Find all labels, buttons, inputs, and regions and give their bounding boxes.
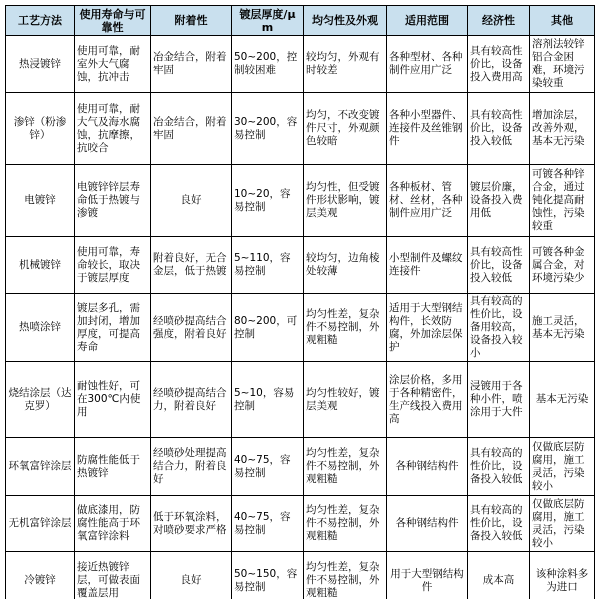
method-cell: 热喷涂锌 <box>6 294 75 362</box>
table-row <box>6 362 595 438</box>
thickness-cell: 30~200，容易控制 <box>232 93 304 165</box>
uniformity-cell: 均匀，不改变镀件尺寸，外观颜色较暗 <box>304 93 387 165</box>
table-row <box>6 165 595 237</box>
uniformity-cell: 均匀性差，复杂件不易控制，外观粗糙 <box>304 552 387 599</box>
table-row <box>6 552 595 599</box>
thickness-cell: 50~200，控制较困难 <box>232 36 304 93</box>
lifespan-cell: 使用可靠，耐大气及海水腐蚀，抗摩擦，抗咬合 <box>75 93 151 165</box>
header-cell-adhesion: 附着性 <box>151 6 232 36</box>
economy-cell: 具有较高性价比，设备投入较低 <box>468 237 530 294</box>
zinc-process-comparison-table <box>5 5 595 599</box>
header-cell-scope: 适用范围 <box>387 6 468 36</box>
other-cell: 仅做底层防腐用，施工灵活，污染较小 <box>530 438 595 496</box>
thickness-cell: 10~20，容易控制 <box>232 165 304 237</box>
method-cell: 电镀锌 <box>6 165 75 237</box>
thickness-cell: 40~75，容易控制 <box>232 496 304 552</box>
scope-cell: 涂层价格，多用于各种精密件，生产线投入费用高 <box>387 362 468 438</box>
economy-cell: 成本高 <box>468 552 530 599</box>
thickness-cell: 5~10，容易控制 <box>232 362 304 438</box>
economy-cell: 具有较高性价比，设备投入费用高 <box>468 36 530 93</box>
lifespan-cell: 电镀锌锌层寿命低于热镀与渗镀 <box>75 165 151 237</box>
scope-cell: 各种钢结构件 <box>387 496 468 552</box>
table-row <box>6 237 595 294</box>
other-cell: 该种涂料多为进口 <box>530 552 595 599</box>
table-row <box>6 36 595 93</box>
table-row <box>6 294 595 362</box>
other-cell: 施工灵活，基本无污染 <box>530 294 595 362</box>
adhesion-cell: 低于环氧涂料，对喷砂要求严格 <box>151 496 232 552</box>
adhesion-cell: 良好 <box>151 552 232 599</box>
thickness-cell: 50~150，容易控制 <box>232 552 304 599</box>
scope-cell: 用于大型钢结构件 <box>387 552 468 599</box>
adhesion-cell: 冶金结合，附着牢固 <box>151 93 232 165</box>
scope-cell: 各种板材、管材、丝材，各种制件应用广泛 <box>387 165 468 237</box>
thickness-cell: 5~110，容易控制 <box>232 237 304 294</box>
header-cell-thickness: 镀层厚度/μm <box>232 6 304 36</box>
adhesion-cell: 附着良好，无合金层，低于热镀 <box>151 237 232 294</box>
method-cell: 无机富锌涂层 <box>6 496 75 552</box>
adhesion-cell: 经喷砂提高结合强度，附着良好 <box>151 294 232 362</box>
scope-cell: 各种钢结构件 <box>387 438 468 496</box>
economy-cell: 具有较高的性价比，设备用较高，设备投入较小 <box>468 294 530 362</box>
header-cell-lifespan: 使用寿命与可靠性 <box>75 6 151 36</box>
uniformity-cell: 较均匀，外观有时较差 <box>304 36 387 93</box>
economy-cell: 镀层价廉，设备投入费用低 <box>468 165 530 237</box>
other-cell: 基本无污染 <box>530 362 595 438</box>
economy-cell: 具有较高的性价比，设备投入较低 <box>468 438 530 496</box>
header-cell-other: 其他 <box>530 6 595 36</box>
lifespan-cell: 镀层多孔，需加封闭，增加厚度，可提高寿命 <box>75 294 151 362</box>
table-row <box>6 496 595 552</box>
other-cell: 溶剂法较锌铝合金困难，环境污染较重 <box>530 36 595 93</box>
method-cell: 冷镀锌 <box>6 552 75 599</box>
uniformity-cell: 均匀性差，复杂件不易控制，外观粗糙 <box>304 496 387 552</box>
uniformity-cell: 均匀性，但受镀件形状影响，镀层美观 <box>304 165 387 237</box>
economy-cell: 具有较高的性价比，设备投入较低 <box>468 496 530 552</box>
scope-cell: 适用于大型钢结构件，长效防腐，外加涂层保护 <box>387 294 468 362</box>
lifespan-cell: 使用可靠，耐室外大气腐蚀，抗冲击 <box>75 36 151 93</box>
uniformity-cell: 均匀性较好，镀层美观 <box>304 362 387 438</box>
other-cell: 可镀各种锌合金，通过钝化提高耐蚀性，污染较重 <box>530 165 595 237</box>
economy-cell: 浸镀用于各种小件，喷涂用于大件 <box>468 362 530 438</box>
header-cell-economy: 经济性 <box>468 6 530 36</box>
lifespan-cell: 做底漆用，防腐性能高于环氧富锌涂料 <box>75 496 151 552</box>
scope-cell: 各种型材、各种制件应用广泛 <box>387 36 468 93</box>
other-cell: 可镀各种金属合金，对环境污染少 <box>530 237 595 294</box>
other-cell: 增加涂层，改善外观，基本无污染 <box>530 93 595 165</box>
method-cell: 环氧富锌涂层 <box>6 438 75 496</box>
uniformity-cell: 较均匀，边角棱处较薄 <box>304 237 387 294</box>
header-row <box>6 6 595 36</box>
thickness-cell: 80~200，可控制 <box>232 294 304 362</box>
economy-cell: 具有较高性价比，设备投入较低 <box>468 93 530 165</box>
other-cell: 仅做底层防腐用，施工灵活，污染较小 <box>530 496 595 552</box>
uniformity-cell: 均匀性差，复杂件不易控制，外观粗糙 <box>304 438 387 496</box>
method-cell: 烧结涂层（达克罗） <box>6 362 75 438</box>
adhesion-cell: 良好 <box>151 165 232 237</box>
table-row <box>6 438 595 496</box>
lifespan-cell: 接近热镀锌层，可做表面覆盖层用 <box>75 552 151 599</box>
lifespan-cell: 耐蚀性好，可在300℃内使用 <box>75 362 151 438</box>
scope-cell: 各种小型器件、连接件及丝锥钢件 <box>387 93 468 165</box>
scope-cell: 小型制件及螺纹连接件 <box>387 237 468 294</box>
table-row <box>6 93 595 165</box>
header-cell-method: 工艺方法 <box>6 6 75 36</box>
adhesion-cell: 经喷砂处理提高结合力，附着良好 <box>151 438 232 496</box>
method-cell: 机械镀锌 <box>6 237 75 294</box>
lifespan-cell: 使用可靠，寿命较长，取决于镀层厚度 <box>75 237 151 294</box>
adhesion-cell: 经喷砂提高结合力，附着良好 <box>151 362 232 438</box>
method-cell: 渗锌（粉渗锌） <box>6 93 75 165</box>
lifespan-cell: 防腐性能低于热镀锌 <box>75 438 151 496</box>
header-cell-uniformity: 均匀性及外观 <box>304 6 387 36</box>
adhesion-cell: 冶金结合，附着牢固 <box>151 36 232 93</box>
thickness-cell: 40~75，容易控制 <box>232 438 304 496</box>
method-cell: 热浸镀锌 <box>6 36 75 93</box>
uniformity-cell: 均匀性差，复杂件不易控制，外观粗糙 <box>304 294 387 362</box>
